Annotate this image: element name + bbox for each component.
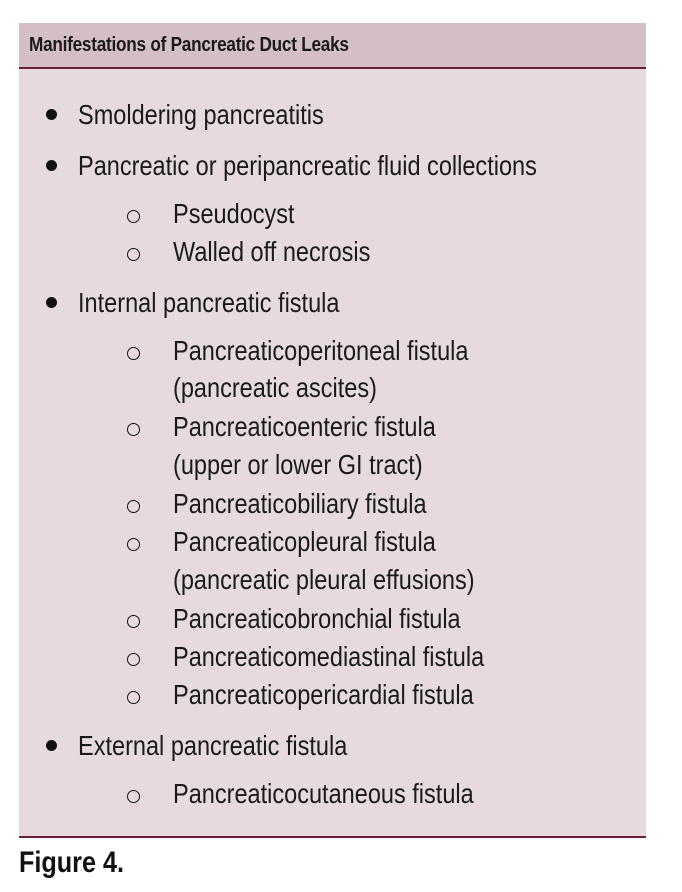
list-item-external-fistula: External pancreatic fistula [78,730,348,761]
sub-item-pancreaticoperitoneal-note: (pancreatic ascites) [173,372,377,403]
sub-bullet-icon [127,500,140,513]
sub-bullet-icon [127,248,140,261]
sub-item-pancreaticobronchial: Pancreaticobronchial fistula [173,603,461,634]
list-item-fluid-collections: Pancreatic or peripancreatic fluid collections [78,150,537,181]
bullet-icon [46,740,57,751]
list-item-internal-fistula: Internal pancreatic fistula [78,287,340,318]
sub-bullet-icon [127,423,140,436]
sub-item-pancreaticocutaneous: Pancreaticocutaneous fistula [173,778,474,809]
sub-item-pancreaticobiliary: Pancreaticobiliary fistula [173,488,427,519]
bullet-icon [46,160,57,171]
sub-bullet-icon [127,210,140,223]
panel-header [19,23,646,69]
sub-item-pancreaticoenteric: Pancreaticoenteric fistula [173,411,436,442]
sub-bullet-icon [127,691,140,704]
sub-bullet-icon [127,653,140,666]
figure-caption: Figure 4. [19,846,125,879]
bullet-icon [46,297,57,308]
list-item-smoldering-pancreatitis: Smoldering pancreatitis [78,99,324,130]
sub-item-pancreaticopericardial: Pancreaticopericardial fistula [173,679,474,710]
sub-item-pseudocyst: Pseudocyst [173,198,295,229]
sub-bullet-icon [127,615,140,628]
sub-item-walled-off-necrosis: Walled off necrosis [173,236,371,267]
sub-item-pancreaticoperitoneal: Pancreaticoperitoneal fistula [173,335,469,366]
sub-bullet-icon [127,790,140,803]
sub-bullet-icon [127,538,140,551]
sub-item-pancreaticomediastinal: Pancreaticomediastinal fistula [173,641,485,672]
sub-item-pancreaticoenteric-note: (upper or lower GI tract) [173,449,423,480]
sub-item-pancreaticopleural: Pancreaticopleural fistula [173,526,436,557]
sub-bullet-icon [127,347,140,360]
bullet-icon [46,109,57,120]
sub-item-pancreaticopleural-note: (pancreatic pleural effusions) [173,564,475,595]
panel-title: Manifestations of Pancreatic Duct Leaks [29,34,349,56]
manifestations-panel [19,23,646,838]
